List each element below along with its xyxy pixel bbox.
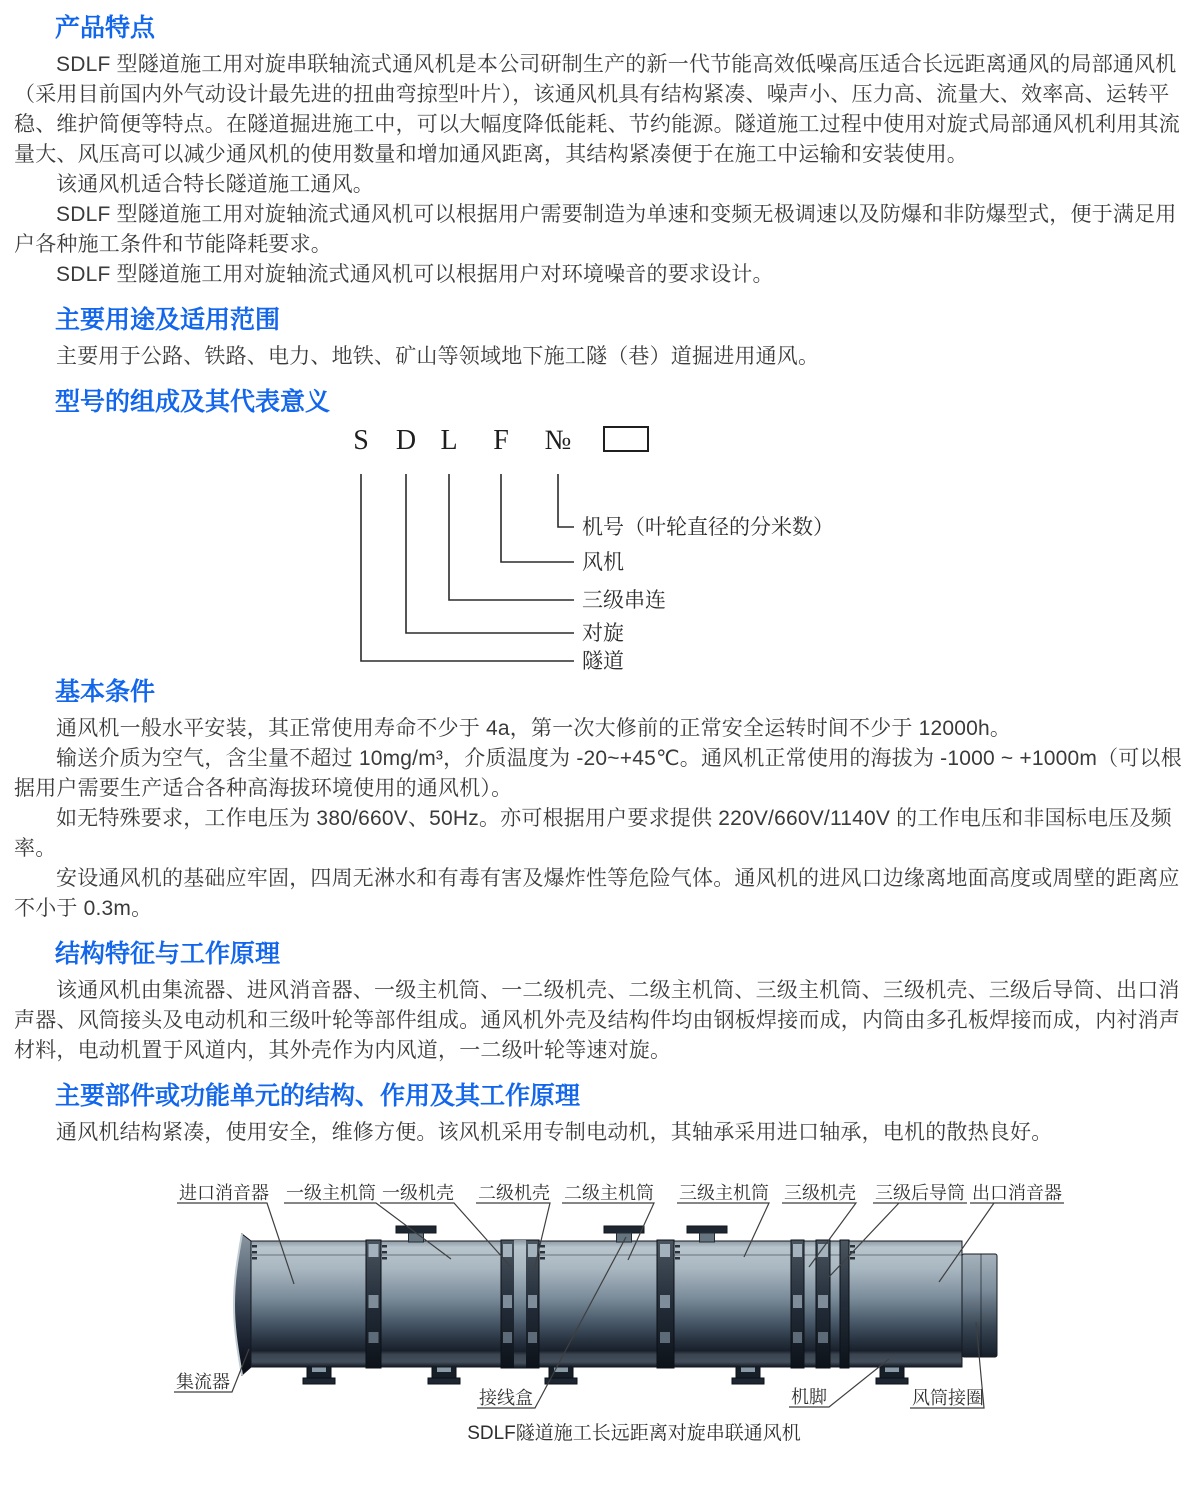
junction-box-3 [687,1226,727,1242]
fan-drawing-svg [154,1174,1114,1452]
paragraph-conditions-3: 如无特殊要求，工作电压为 380/660V、50Hz。亦可根据用户要求提供 220V/660V/1140V 的工作电压和非国标电压及频率。 [14,807,1172,860]
paragraph-features-2: 该通风机适合特长隧道施工通风。 [56,173,374,196]
label-junction-box: 接线盒 [479,1388,533,1408]
label-machine-foot: 机脚 [791,1387,827,1407]
flange-1 [366,1240,381,1368]
branch-line-l [449,474,574,600]
heading-model-composition: 型号的组成及其代表意义 [55,388,331,416]
branch-line-f [501,474,574,562]
branch-label-three-stage-series: 三级串连 [582,589,666,612]
heading-basic-conditions: 基本条件 [55,678,156,706]
model-code-svg [261,424,961,676]
fan-technical-drawing [154,1174,1114,1452]
branch-label-counter-rotating: 对旋 [582,622,624,645]
label-collector: 集流器 [176,1372,230,1392]
model-letter-s: S [353,425,369,456]
paragraph-conditions-2: 输送介质为空气，含尘量不超过 10mg/m³，介质温度为 -20~+45℃。通风机正常使用的海拔为 -1000 ~ +1000m（可以根据用户需要生产适合各种高海拔环境使用的通风机）。 [14,747,1182,800]
branch-line-no [558,474,574,527]
paragraph-structure: 该通风机由集流器、进风消音器、一级主机筒、一二级机壳、二级主机筒、三级主机筒、三级机壳、三级后导筒、出口消声器、风筒接头及电动机和三级叶轮等部件组成。通风机外壳及结构件均由钢板焊接而成，内筒由多孔板焊接而成，内衬消声材料，电动机置于风道内，其外壳作为内风道，一二级叶轮等速对旋。 [14,979,1180,1062]
label-inlet-silencer: 进口消音器 [179,1183,269,1203]
heading-main-parts: 主要部件或功能单元的结构、作用及其工作原理 [55,1082,581,1110]
heading-product-features: 产品特点 [55,14,156,42]
junction-box-1 [396,1226,436,1242]
outlet-silencer-cylinder [849,1241,962,1367]
label-stage1-main-cylinder: 一级主机筒 [286,1183,376,1203]
label-stage3-main-cylinder: 三级主机筒 [679,1183,769,1203]
drawing-caption: SDLF隧道施工长远距离对旋串联通风机 [467,1423,801,1444]
paragraph-features-4: SDLF 型隧道施工用对旋轴流式通风机可以根据用户对环境噪音的要求设计。 [56,263,774,286]
heading-main-usage: 主要用途及适用范围 [55,306,281,334]
model-size-box [604,427,648,451]
label-stage2-casing: 二级机壳 [478,1183,550,1203]
branch-line-d [406,474,574,633]
inlet-silencer-cylinder [251,1241,366,1367]
label-outlet-silencer: 出口消音器 [972,1183,1062,1203]
flange-4 [791,1240,804,1368]
paragraph-features-1: SDLF 型隧道施工用对旋串联轴流式通风机是本公司研制生产的新一代节能高效低噪高压适合长远距离通风的局部通风机（采用目前国内外气动设计最先进的扭曲弯掠型叶片），该通风机具有结构紧凑、噪声小、压力高、流量大、效率高、运转平稳、维护简便等特点。在隧道掘进施工中，可以大幅度降低能耗、节约能源。隧道施工过程中使用对旋式局部通风机利用其流量大、风压高可以减少通风机的使用数量和增加通风距离，其结构紧凑便于在施工中运输和安装使用。 [14,53,1180,166]
branch-label-tunnel: 隧道 [582,650,624,673]
paragraph-conditions-1: 通风机一般水平安装，其正常使用寿命不少于 4a，第一次大修前的正常安全运转时间不少于 12000h。 [56,717,1012,740]
inlet-bell [234,1234,251,1375]
label-stage3-rear-guide: 三级后导筒 [875,1183,965,1203]
label-duct-ring: 风筒接圈 [912,1388,984,1408]
model-letter-f: F [493,425,509,456]
paragraph-parts: 通风机结构紧凑，使用安全，维修方便。该风机采用专制电动机，其轴承采用进口轴承，电机的散热良好。 [56,1121,1053,1144]
model-code-diagram [261,424,961,676]
stage2-main-cylinder [539,1241,657,1367]
stage3-main-cylinder [674,1241,791,1367]
model-letter-no: № [544,425,572,456]
flange-3 [657,1240,674,1368]
label-stage2-main-cylinder: 二级主机筒 [564,1183,654,1203]
duct-connection-ring [962,1254,997,1357]
model-letter-l: L [440,425,458,456]
branch-label-fan: 风机 [582,551,624,574]
paragraph-usage: 主要用于公路、铁路、电力、地铁、矿山等领域地下施工隧（巷）道掘进用通风。 [56,345,820,368]
stage1-main-cylinder [381,1241,501,1367]
paragraph-conditions-4: 安设通风机的基础应牢固，四周无淋水和有毒有害及爆炸性等危险气体。通风机的进风口边缘离地面高度或周壁的距离应不小于 0.3m。 [14,867,1180,920]
label-stage3-casing: 三级机壳 [784,1183,856,1203]
branch-label-machine-number: 机号（叶轮直径的分米数） [582,516,834,539]
flange-2 [501,1240,539,1368]
model-letter-d: D [395,425,417,456]
paragraph-features-3: SDLF 型隧道施工用对旋轴流式通风机可以根据用户需要制造为单速和变频无极调速以及防爆和非防爆型式，便于满足用户各种施工条件和节能降耗要求。 [14,203,1177,256]
heading-structure-principle: 结构特征与工作原理 [55,940,281,968]
label-stage1-casing: 一级机壳 [382,1183,454,1203]
